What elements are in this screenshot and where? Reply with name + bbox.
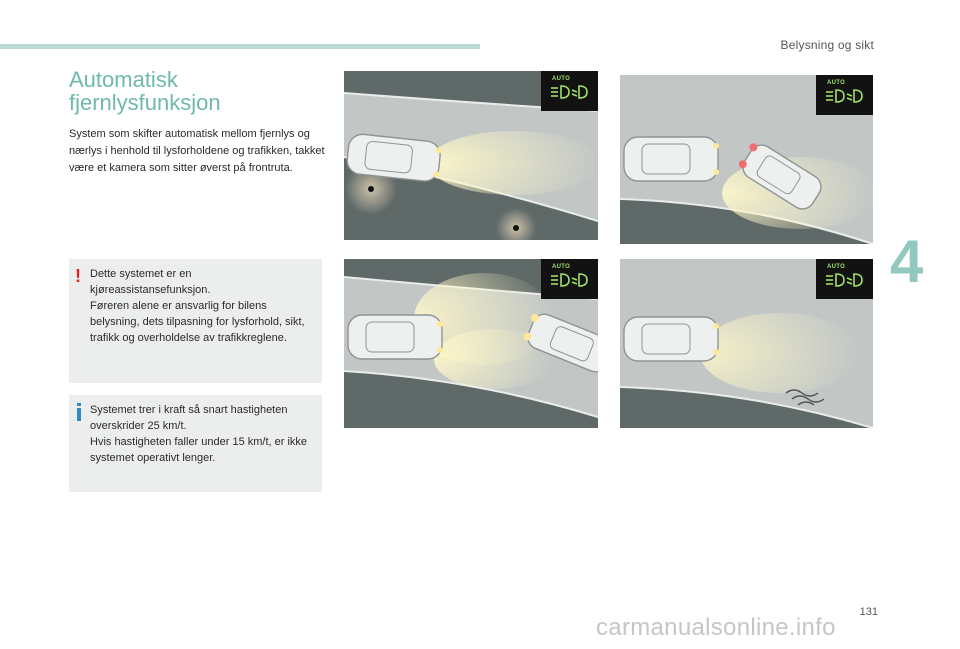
illustration-oncoming-vehicle <box>344 259 598 428</box>
info-line-1: Systemet trer i kraft så snart hastigheten overskrider 25 km/t. <box>90 404 288 432</box>
exclamation-icon: ! <box>75 266 81 286</box>
illustration-dark-road <box>344 71 598 240</box>
top-accent-bar <box>0 44 480 49</box>
auto-label: AUTO <box>827 80 846 86</box>
intro-paragraph: System som skifter automatisk mellom fjernlys og nærlys i henhold til lysforholdene og trafikken, takket være et kamera som sitter øverst på frontruta. <box>69 128 325 174</box>
info-icon <box>77 403 81 421</box>
section-name: Belysning og sikt <box>780 38 874 52</box>
illustration-low-visibility <box>620 259 873 428</box>
auto-label: AUTO <box>552 76 571 82</box>
auto-headlight-icon <box>549 83 591 101</box>
chapter-number: 4 <box>890 228 924 295</box>
info-box <box>69 395 322 492</box>
auto-label: AUTO <box>827 264 846 270</box>
page-number: 131 <box>859 606 878 618</box>
auto-headlight-indicator <box>816 259 873 299</box>
auto-headlight-icon <box>824 271 866 289</box>
warning-line-1: Dette systemet er en <box>90 268 192 280</box>
title-line-1: Automatisk <box>69 67 178 92</box>
info-line-2: Hvis hastigheten faller under 15 km/t, er ikke systemet operativt lenger. <box>90 436 308 464</box>
warning-line-3: Føreren alene er ansvarlig for bilens belysning, dets tilpasning for lysforhold, sikt, trafikk og overholdelse av trafikkreglene. <box>90 300 305 344</box>
warning-box <box>69 259 322 383</box>
auto-headlight-indicator <box>816 75 873 115</box>
auto-headlight-icon <box>549 271 591 289</box>
illustration-vehicle-ahead <box>620 75 873 244</box>
auto-headlight-icon <box>824 87 866 105</box>
warning-line-2: kjøreassistansefunksjon. <box>90 284 211 296</box>
auto-headlight-indicator <box>541 259 598 299</box>
watermark: carmanualsonline.info <box>596 614 836 641</box>
title-line-2: fjernlysfunksjon <box>69 90 221 115</box>
auto-headlight-indicator <box>541 71 598 111</box>
auto-label: AUTO <box>552 264 571 270</box>
page-title <box>69 68 221 114</box>
